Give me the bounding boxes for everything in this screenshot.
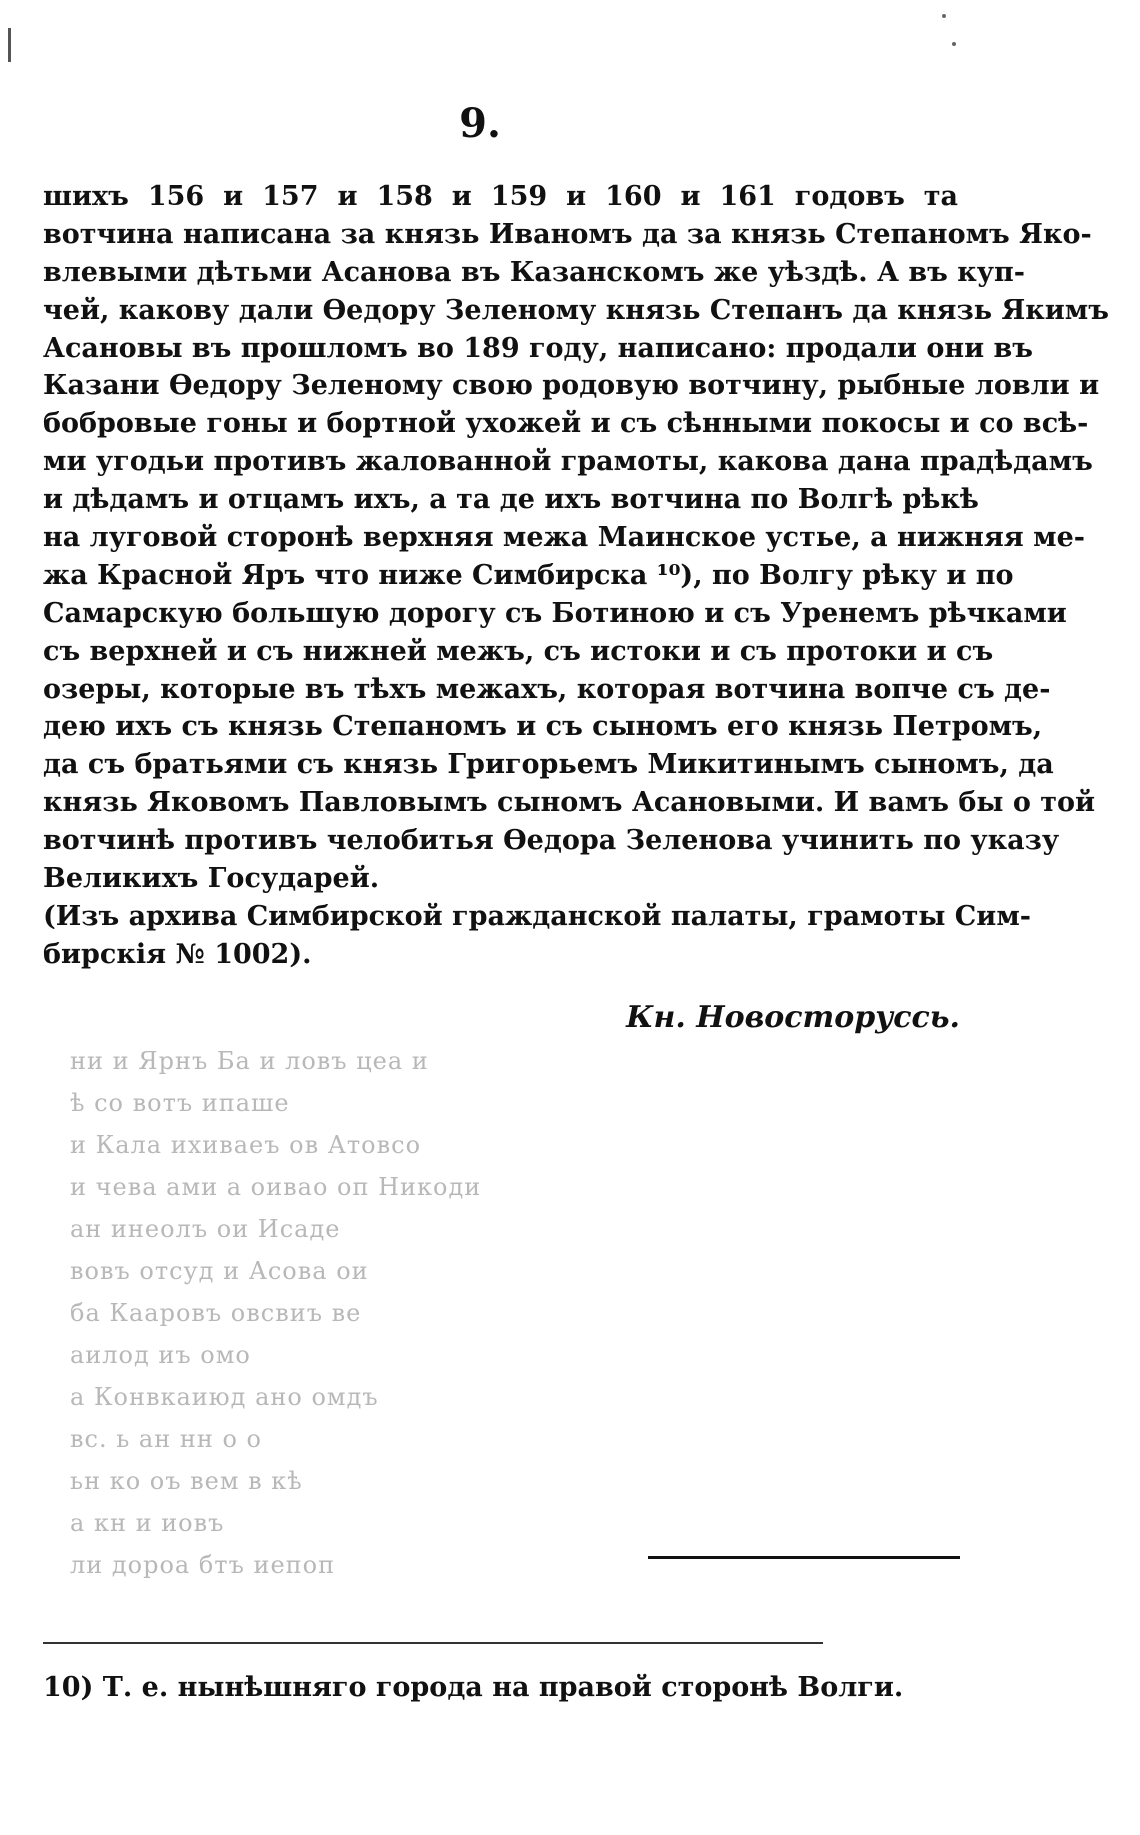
text-line: вотчина написана за князь Иваномъ да за князь Степаномъ Яко- — [43, 218, 1092, 250]
bleed-line: ли дороа бтъ иепоп — [70, 1551, 336, 1579]
text-line: Самарскую большую дорогу съ Ботиною и съ Уренемъ рѣчками — [43, 597, 1067, 629]
bleed-through-text — [70, 1040, 950, 1586]
text-line: Казани Ѳедору Зеленому свою родовую вотчину, рыбные ловли и — [43, 370, 1100, 402]
bleed-line: и чева ами а оивао оп Никоди — [70, 1173, 482, 1201]
signature: Кн. Новосторуссь. — [626, 1000, 960, 1035]
text-line: влевыми дѣтьми Асанова въ Казанскомъ же уѣздѣ. А въ куп- — [43, 256, 1026, 288]
margin-dot — [942, 14, 946, 18]
bleed-line: ѣ со вотъ ипаше — [70, 1089, 290, 1117]
text-line: да съ братьями съ князь Григорьемъ Микитинымъ сыномъ, да — [43, 749, 1054, 781]
page-number: 9. — [459, 100, 501, 147]
footnote: 10) Т. е. нынѣшняго города на правой сторонѣ Волги. — [43, 1672, 904, 1703]
body-text — [43, 178, 1109, 974]
bleed-line: ан инеолъ ои Исаде — [70, 1215, 341, 1243]
text-line: чей, какову дали Ѳедору Зеленому князь Степанъ да князь Якимъ — [43, 294, 1109, 326]
bleed-line: а Конвкаиюд ано омдъ — [70, 1383, 379, 1411]
text-line: съ верхней и съ нижней межъ, съ истоки и съ протоки и съ — [43, 635, 994, 667]
text-line: (Изъ архива Симбирской гражданской палаты, грамоты Сим- — [43, 900, 1031, 932]
bleed-line: ба Кааровъ овсвиъ ве — [70, 1299, 362, 1327]
text-line: дею ихъ съ князь Степаномъ и съ сыномъ его князь Петромъ, — [43, 711, 1043, 743]
text-line: князь Яковомъ Павловымъ сыномъ Асановыми. И вамъ бы о той — [43, 787, 1096, 819]
text-line: и дѣдамъ и отцамъ ихъ, а та де ихъ вотчина по Волгѣ рѣкѣ — [43, 484, 979, 516]
bleed-line: вс. ь ан нн о о — [70, 1425, 262, 1453]
text-line: озеры, которые въ тѣхъ межахъ, которая вотчина вопче съ де- — [43, 673, 1051, 705]
text-line: бирскія № 1002). — [43, 938, 312, 970]
bleed-line: ни и Ярнъ Ба и ловъ цеа и — [70, 1047, 429, 1075]
text-line: жа Красной Яръ что ниже Симбирска ¹⁰), по Волгу рѣку и по — [43, 559, 1014, 591]
text-line: ми угодьи противъ жалованной грамоты, какова дана прадѣдамъ — [43, 446, 1093, 478]
bleed-line: и Кала ихиваеъ ов Атовсо — [70, 1131, 422, 1159]
bleed-line: аилод иъ омо — [70, 1341, 251, 1369]
text-line: на луговой сторонѣ верхняя межа Маинское устье, а нижняя ме- — [43, 522, 1085, 554]
text-line: Асановы въ прошломъ во 189 году, написано: продали они въ — [43, 332, 1034, 364]
bleed-line: вовъ отсуд и Асова ои — [70, 1257, 369, 1285]
text-line: вотчинѣ противъ челобитья Ѳедора Зеленова учинить по указу — [43, 825, 1060, 857]
strikethrough-line — [43, 1642, 823, 1644]
footnote-rule — [648, 1556, 960, 1559]
margin-mark — [8, 28, 11, 62]
text-line: шихъ 156 и 157 и 158 и 159 и 160 и 161 годовъ та — [43, 181, 958, 212]
text-line: Великихъ Государей. — [43, 863, 380, 895]
bleed-line: а кн и иовъ — [70, 1509, 225, 1537]
margin-dot — [952, 42, 956, 46]
text-line: бобровые гоны и бортной ухожей и съ сѣнными покосы и со всѣ- — [43, 408, 1089, 440]
bleed-line: ьн ко оъ вем в кѣ — [70, 1467, 303, 1495]
